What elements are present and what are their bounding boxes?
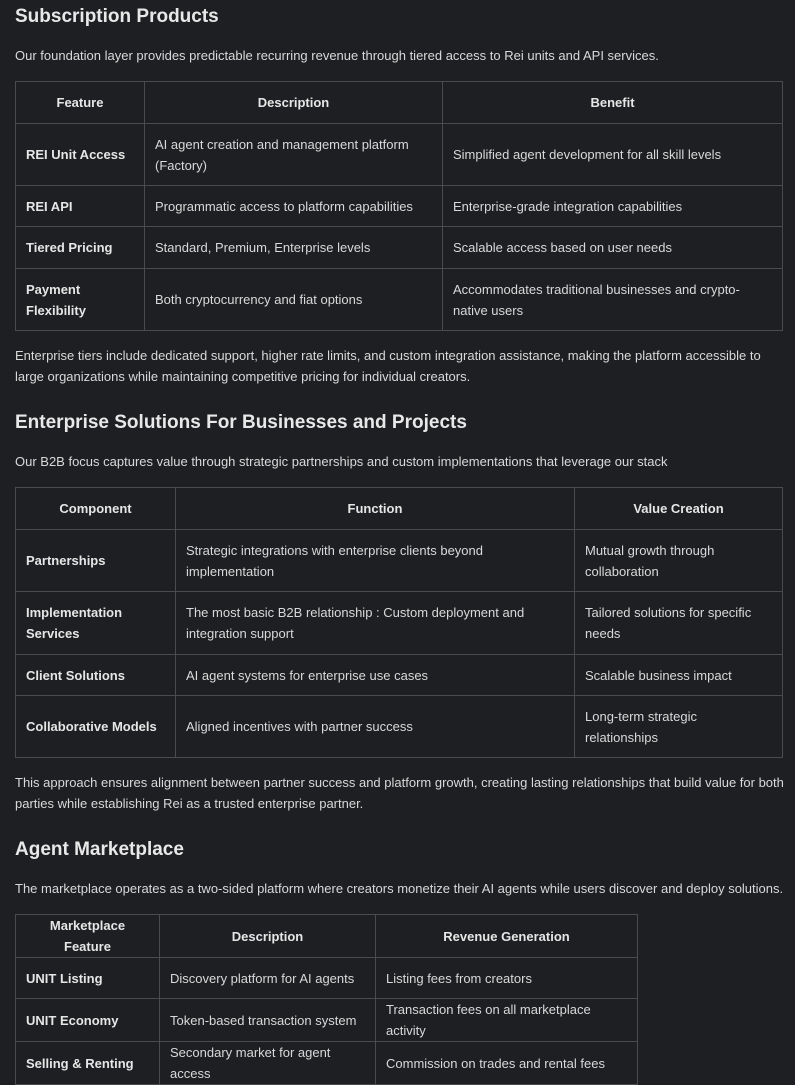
column-header: Description [160,915,376,958]
table-cell-function: Aligned incentives with partner success [176,696,575,758]
section-title-agent-marketplace: Agent Marketplace [15,839,184,860]
column-header: Function [176,488,575,530]
table-cell-value: Long-term strategic relationships [575,696,783,758]
column-header: Marketplace Feature [16,915,160,958]
table-row [16,999,638,1042]
table-cell-benefit: Scalable access based on user needs [443,227,783,269]
section-outro: This approach ensures alignment between partner success and platform growth, creating lasting relationships that build value for both parties while establishing Rei as a trusted enterprise partner. [15,775,784,811]
table-cell-revenue: Commission on trades and rental fees [376,1042,638,1085]
column-header: Revenue Generation [376,915,638,958]
agent-marketplace-table [15,914,638,1085]
table-header-row [16,915,638,958]
column-header: Component [16,488,176,530]
table-cell-description: Both cryptocurrency and fiat options [145,269,443,331]
table-row [16,227,783,269]
table-cell-feature: UNIT Economy [16,999,160,1042]
table-header-row [16,82,783,124]
table-row [16,958,638,999]
enterprise-solutions-table [15,487,783,758]
table-cell-revenue: Transaction fees on all marketplace activity [376,999,638,1042]
table-row [16,592,783,655]
column-header: Description [145,82,443,124]
table-cell-component: Partnerships [16,530,176,592]
table-cell-feature: UNIT Listing [16,958,160,999]
table-cell-feature: REI API [16,186,145,227]
table-cell-feature: Selling & Renting [16,1042,160,1085]
subscription-products-table [15,81,783,331]
table-cell-function: The most basic B2B relationship : Custom deployment and integration support [176,592,575,655]
table-cell-benefit: Enterprise-grade integration capabilities [443,186,783,227]
table-row [16,186,783,227]
table-cell-description: Programmatic access to platform capabilities [145,186,443,227]
table-cell-value: Scalable business impact [575,655,783,696]
column-header: Feature [16,82,145,124]
column-header: Benefit [443,82,783,124]
table-cell-function: AI agent systems for enterprise use cases [176,655,575,696]
table-cell-benefit: Simplified agent development for all skill levels [443,124,783,186]
table-cell-feature: Payment Flexibility [16,269,145,331]
table-cell-feature: Tiered Pricing [16,227,145,269]
table-cell-description: Discovery platform for AI agents [160,958,376,999]
table-cell-value: Mutual growth through collaboration [575,530,783,592]
table-row [16,1042,638,1085]
table-cell-feature: REI Unit Access [16,124,145,186]
section-outro: Enterprise tiers include dedicated support, higher rate limits, and custom integration assistance, making the platform accessible to large organizations while maintaining competitive pricing for individual creators. [15,348,761,384]
table-cell-component: Collaborative Models [16,696,176,758]
table-cell-function: Strategic integrations with enterprise clients beyond implementation [176,530,575,592]
table-cell-revenue: Listing fees from creators [376,958,638,999]
table-row [16,530,783,592]
table-row [16,124,783,186]
table-row [16,269,783,331]
section-intro: Our foundation layer provides predictable recurring revenue through tiered access to Rei units and API services. [15,48,659,63]
table-cell-description: AI agent creation and management platform (Factory) [145,124,443,186]
section-title-subscription-products: Subscription Products [15,6,219,27]
table-row [16,655,783,696]
table-cell-benefit: Accommodates traditional businesses and crypto-native users [443,269,783,331]
table-row [16,696,783,758]
table-cell-component: Client Solutions [16,655,176,696]
section-title-enterprise-solutions: Enterprise Solutions For Businesses and Projects [15,412,467,433]
table-cell-description: Standard, Premium, Enterprise levels [145,227,443,269]
table-cell-component: Implementation Services [16,592,176,655]
table-cell-value: Tailored solutions for specific needs [575,592,783,655]
section-intro: The marketplace operates as a two-sided platform where creators monetize their AI agents while users discover and deploy solutions. [15,881,784,896]
table-cell-description: Secondary market for agent access [160,1042,376,1085]
table-cell-description: Token-based transaction system [160,999,376,1042]
column-header: Value Creation [575,488,783,530]
table-header-row [16,488,783,530]
section-intro: Our B2B focus captures value through strategic partnerships and custom implementations that leverage our stack [15,454,668,469]
